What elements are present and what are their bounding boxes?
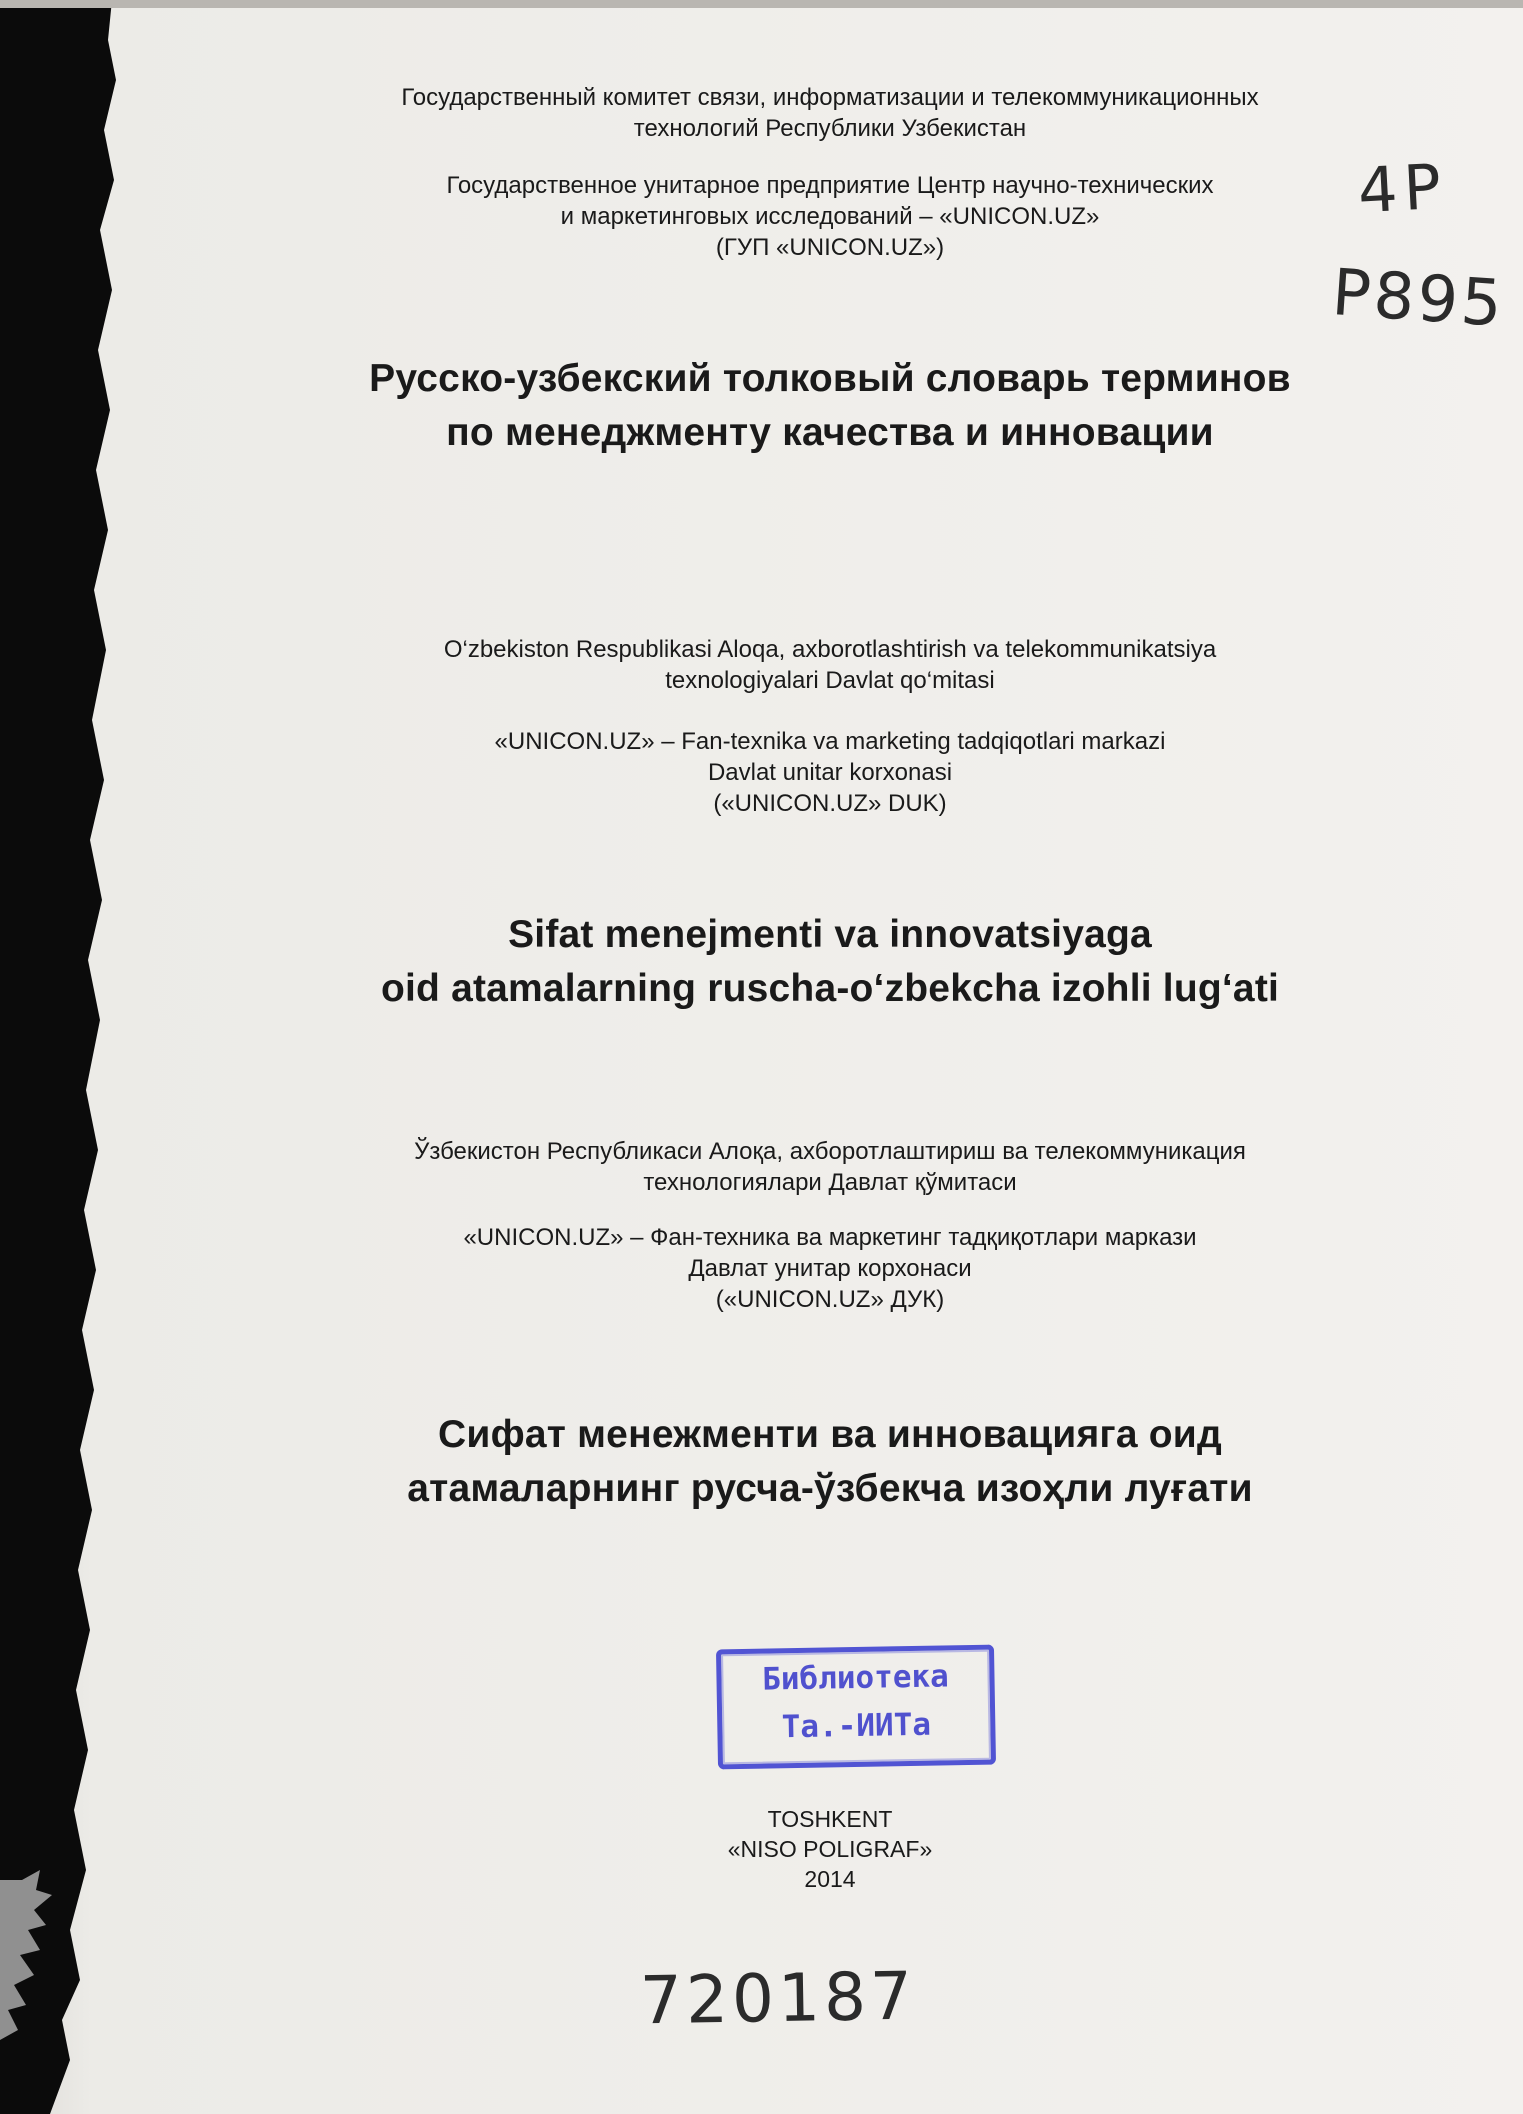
handwritten-call-number: P895 — [1329, 256, 1508, 342]
imprint-city: TOSHKENT — [767, 1806, 893, 1832]
uzbek-latin-org-line-1: O‘zbekiston Respublikasi Aloqa, axborotlashtirish va telekommunikatsiya — [443, 636, 1217, 663]
uzbek-cyrillic-enterprise — [150, 1222, 1510, 1315]
russian-title — [150, 352, 1510, 460]
imprint-year: 2014 — [804, 1866, 856, 1892]
uzbek-cyrillic-enterprise-line-1: «UNICON.UZ» – Фан-техника ва маркетинг тадқиқотлари маркази — [463, 1224, 1197, 1251]
russian-title-line-2: по менеджменту качества и инновации — [446, 411, 1214, 454]
uzbek-latin-enterprise — [150, 726, 1510, 819]
handwritten-shelf-code: 4P — [1356, 149, 1449, 228]
stamp-line-2: Та.-ИИТа — [781, 1706, 932, 1746]
uzbek-latin-org-line-2: texnologiyalari Davlat qo‘mitasi — [665, 667, 995, 694]
imprint — [150, 1804, 1510, 1894]
uzbek-cyrillic-enterprise-line-3: («UNICON.UZ» ДУК) — [715, 1286, 945, 1313]
uzbek-cyrillic-title-line-2: атамаларнинг русча-ўзбекча изоҳли луғати — [407, 1467, 1253, 1510]
stamp-line-1: Библиотека — [761, 1658, 950, 1698]
russian-enterprise-line-2: и маркетинговых исследований – «UNICON.UZ» — [560, 203, 1100, 230]
uzbek-latin-title — [150, 908, 1510, 1016]
uzbek-latin-enterprise-line-1: «UNICON.UZ» – Fan-texnika va marketing tadqiqotlari markazi — [494, 728, 1166, 755]
handwritten-inventory-number: 720187 — [639, 1957, 917, 2040]
uzbek-latin-organization — [150, 634, 1510, 696]
russian-org-line-2: технологий Республики Узбекистан — [633, 115, 1027, 142]
russian-enterprise-line-3: (ГУП «UNICON.UZ») — [715, 234, 945, 261]
uzbek-latin-title-line-2: oid atamalarning ruscha-o‘zbekcha izohli lug‘ati — [380, 967, 1280, 1010]
imprint-publisher: «NISO POLIGRAF» — [727, 1836, 933, 1862]
uzbek-latin-enterprise-line-2: Davlat unitar korxonasi — [707, 759, 953, 786]
uzbek-cyrillic-org-line-1: Ўзбекистон Республикаси Алоқа, ахборотлаштириш ва телекоммуникация — [414, 1138, 1246, 1165]
library-stamp — [716, 1645, 996, 1770]
uzbek-latin-enterprise-line-3: («UNICON.UZ» DUK) — [713, 790, 947, 817]
uzbek-latin-title-line-1: Sifat menejmenti va innovatsiyaga — [508, 913, 1152, 956]
russian-organization — [150, 82, 1510, 144]
russian-org-line-1: Государственный комитет связи, информатизации и телекоммуникационных — [401, 84, 1259, 111]
uzbek-cyrillic-title-line-1: Сифат менежменти ва инновацияга оид — [438, 1413, 1222, 1456]
uzbek-cyrillic-enterprise-line-2: Давлат унитар корхонаси — [688, 1255, 972, 1282]
russian-enterprise-line-1: Государственное унитарное предприятие Центр научно-технических — [446, 172, 1214, 199]
russian-enterprise — [150, 170, 1510, 263]
uzbek-cyrillic-org-line-2: технологиялари Давлат қўмитаси — [643, 1169, 1017, 1196]
uzbek-cyrillic-organization — [150, 1136, 1510, 1198]
russian-title-line-1: Русско-узбекский толковый словарь терминов — [369, 357, 1291, 400]
uzbek-cyrillic-title — [150, 1408, 1510, 1516]
